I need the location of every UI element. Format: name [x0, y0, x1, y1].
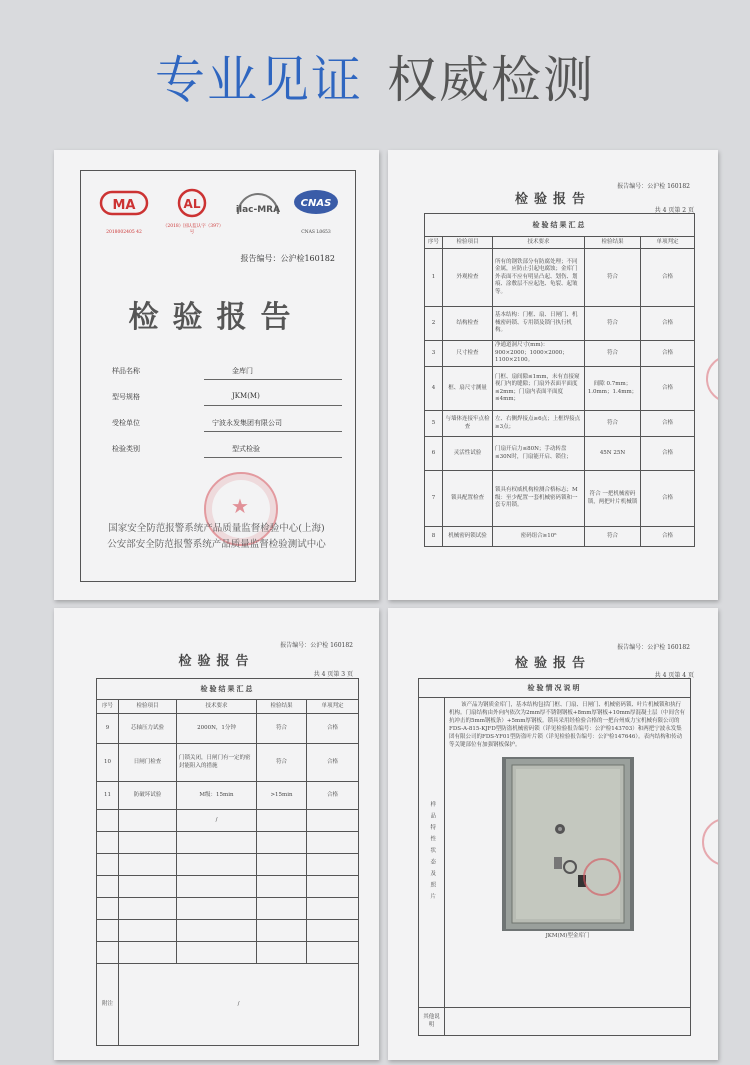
table-row-empty [97, 854, 359, 876]
col-header: 技术要求 [493, 237, 585, 249]
cell-verdict: 合格 [641, 341, 695, 367]
cell-req: 门锁关闭，日闸门有一定的密封能阻入的措施 [177, 744, 257, 782]
org-line-1: 国家安全防范报警系统产品质量监督检验中心(上海) [108, 523, 325, 534]
col-header: 检验项目 [119, 700, 177, 714]
notes-value: / [119, 964, 359, 1046]
page3-result-table [96, 678, 359, 1046]
col-header: 单项判定 [641, 237, 695, 249]
cell-item: 防破坏试验 [119, 782, 177, 810]
cnas-logo [290, 188, 342, 235]
cell-item: 锁具配置检查 [443, 471, 493, 527]
cell-verdict: 合格 [641, 367, 695, 411]
table-row [425, 527, 695, 547]
report-cover [54, 150, 379, 600]
field-key: 型号规格 [112, 393, 140, 401]
table-row [425, 249, 695, 307]
table-row-empty [97, 942, 359, 964]
cell-result: 符合 [585, 341, 641, 367]
page2-title: 检验报告 [514, 192, 591, 207]
report-page-3 [54, 608, 379, 1060]
field-value: 宁波永发集团有限公司 [212, 419, 282, 427]
cell-req: 基本结构：门框、扇、日闸门、机械密码锁、专用锁及锁闩执行机构。 [493, 307, 585, 341]
col-header: 检验结果 [257, 700, 307, 714]
description-cell [445, 698, 691, 1008]
cell-verdict: 合格 [307, 714, 359, 744]
cell-verdict: 合格 [641, 471, 695, 527]
safe-photo [502, 757, 634, 931]
cma-logo [98, 188, 150, 235]
other-label: 其他说明 [419, 1008, 445, 1036]
field-value: JKM(M) [232, 392, 260, 400]
cnas-caption: CNAS L0653 [301, 230, 331, 235]
cell-verdict: 合格 [641, 307, 695, 341]
col-header: 序号 [97, 700, 119, 714]
field-value: 金库门 [232, 367, 253, 375]
cell-result: 符合 [257, 744, 307, 782]
cell-item: 框、扇尺寸测量 [443, 367, 493, 411]
page3-title: 检验报告 [178, 654, 255, 669]
page4-section-title: 检验情况说明 [419, 679, 691, 698]
table-row [425, 367, 695, 411]
page3-page-of: 共 4 页第 3 页 [313, 671, 353, 678]
field-key: 检验类别 [112, 445, 140, 453]
cell-no: 4 [425, 367, 443, 411]
cell-item: 尺寸检查 [443, 341, 493, 367]
cell-verdict: 合格 [641, 411, 695, 437]
cell-result: 符合 [585, 411, 641, 437]
cell-result: 符合 [585, 527, 641, 547]
cal-logo [162, 188, 222, 235]
col-header: 单项判定 [307, 700, 359, 714]
cell-item: 日闸门检查 [119, 744, 177, 782]
red-seal [204, 472, 278, 546]
cell-req: M级：15min [177, 782, 257, 810]
cell-item: 灵活性试验 [443, 437, 493, 471]
page3-summary-title: 检验结果汇总 [97, 679, 359, 700]
page2-report-number: 报告编号：公沪检 160182 [617, 183, 690, 190]
field-sample-name [112, 360, 342, 380]
cell-req: 门框、扇间隙≤1mm，未有直接窥视门内的缝隙；门扇外表面平面度≤2mm；门扇内表面平面度≤4mm； [493, 367, 585, 411]
org-line-2: 公安部安全防范报警系统产品质量监督检验测试中心 [107, 539, 326, 550]
cma-caption: 2018002405 42 [106, 230, 142, 235]
cell-item: 外观检查 [443, 249, 493, 307]
table-row [97, 714, 359, 744]
report-page-4 [388, 608, 718, 1060]
field-model [112, 386, 342, 406]
cell-req: 净通道洞尺寸(mm)：900×2000；1000×2000；1100×2100。 [493, 341, 585, 367]
table-row [425, 307, 695, 341]
table-row-empty [97, 810, 359, 832]
page3-report-number: 报告编号：公沪检 160182 [280, 642, 353, 649]
field-key: 受检单位 [112, 419, 140, 427]
cell-item: 机械密码锁试验 [443, 527, 493, 547]
svg-text:AL: AL [183, 197, 201, 211]
field-category [112, 438, 342, 458]
cell-no: 3 [425, 341, 443, 367]
cell-result: >15min [257, 782, 307, 810]
cell-result: 间隙 0.7mm；1.0mm；1.4mm； [585, 367, 641, 411]
page2-summary-title: 检验结果汇总 [425, 214, 695, 237]
table-row [97, 744, 359, 782]
cell-result: 符合 [257, 714, 307, 744]
photo-caption: JKM(M)型金库门 [545, 932, 590, 939]
table-row-empty [97, 920, 359, 942]
cell-verdict: 合格 [307, 782, 359, 810]
cell-req: 所有的钢铁部分有防腐处理；不同金属，应防止引起电腐蚀；金库门外表面不应有明显凸起、划伤、划痕、涂敷层不应起泡、龟裂、起皱等。 [493, 249, 585, 307]
notes-row [97, 964, 359, 1046]
edge-seal [702, 818, 718, 866]
slash-mark: / [177, 810, 257, 832]
cell-req: 左、右侧焊接点≥6点；上框焊接点≥3点； [493, 411, 585, 437]
notes-label: 附注 [97, 964, 119, 1046]
cell-req: 门扇开启力≤80N；手动转盘≤30N时，门扇能开启、锁住； [493, 437, 585, 471]
cell-req: 2000N，1分钟 [177, 714, 257, 744]
cell-no: 10 [97, 744, 119, 782]
page4-title: 检验报告 [514, 656, 591, 671]
headline-blue: 专业见证 [155, 51, 363, 109]
cell-result: 符合 [585, 307, 641, 341]
field-value: 型式检验 [232, 445, 260, 453]
table-row [425, 471, 695, 527]
headline [0, 40, 750, 112]
table-row [425, 437, 695, 471]
cell-item: 与墙体连接牢点检查 [443, 411, 493, 437]
col-header: 检验项目 [443, 237, 493, 249]
field-unit [112, 412, 342, 432]
cell-item: 芯轴压力试验 [119, 714, 177, 744]
cell-result: 45N 25N [585, 437, 641, 471]
page4-report-number: 报告编号：公沪检 160182 [617, 644, 690, 651]
headline-gray: 权威检测 [387, 51, 595, 109]
cell-req: 锁具有权威机构检测合格标志；M级：至少配置一套机械密码锁和一套专用锁。 [493, 471, 585, 527]
cell-req: 密码组合≥10⁶ [493, 527, 585, 547]
cell-verdict: 合格 [641, 437, 695, 471]
cell-no: 2 [425, 307, 443, 341]
page2-result-table [424, 213, 695, 547]
table-row-empty [97, 898, 359, 920]
cell-verdict: 合格 [307, 744, 359, 782]
cell-no: 9 [97, 714, 119, 744]
col-header: 技术要求 [177, 700, 257, 714]
page4-description-table [418, 678, 691, 1036]
cell-result: 符合 [585, 249, 641, 307]
page4-page-of: 共 4 页第 4 页 [654, 672, 694, 679]
cell-verdict: 合格 [641, 527, 695, 547]
page2-page-of: 共 4 页第 2 页 [654, 207, 694, 214]
cell-no: 1 [425, 249, 443, 307]
report-page-2 [388, 150, 718, 600]
cell-item: 结构检查 [443, 307, 493, 341]
cell-no: 11 [97, 782, 119, 810]
cell-no: 5 [425, 411, 443, 437]
svg-text:CNAS: CNAS [300, 198, 332, 209]
description-text: 该产品为钢质金库门，基本结构包括门框、门扇、日闸门、机械密码锁、叶片机械锁和执行机构。门扇结构由外向内依次为2mm厚不锈钢钢板+8mm厚钢板+10mm厚混凝土层（中间含有抗冲击的5mm钢板条）+5mm厚钢板。锁具采用经检验合格的一把台州威力宝机械有限公司的FDS-A-815-KJFD型防盗机械密码锁（详见检验报告编号：公沪检143703）和两把宁波永发集团有限公司的FDS-YF01型防盗叶片锁（详见检验报告编号：公沪检147646）。表内结构和传动等关键部位有加强钢板保护。 [449, 702, 686, 748]
cell-result: 符合 一把机械密码锁，两把叶片机械锁 [585, 471, 641, 527]
cell-no: 7 [425, 471, 443, 527]
cover-report-number: 报告编号：公沪检160182 [240, 254, 335, 263]
side-label: 样品特性状态及照片 [419, 698, 445, 1008]
col-header: 序号 [425, 237, 443, 249]
svg-text:MA: MA [112, 198, 136, 213]
cell-no: 8 [425, 527, 443, 547]
cover-title: 检验报告 [128, 300, 305, 335]
svg-text:ilac-MRA: ilac-MRA [235, 205, 281, 215]
ilac-mra-logo [232, 188, 284, 226]
col-header: 检验结果 [585, 237, 641, 249]
table-row [425, 341, 695, 367]
edge-seal [706, 355, 718, 403]
table-row [97, 782, 359, 810]
cell-no: 6 [425, 437, 443, 471]
cell-verdict: 合格 [641, 249, 695, 307]
table-row-empty [97, 832, 359, 854]
table-row [425, 411, 695, 437]
table-row-empty [97, 876, 359, 898]
field-key: 样品名称 [112, 367, 140, 375]
cal-caption: （2018）国认监认字（397）号 [162, 224, 222, 235]
